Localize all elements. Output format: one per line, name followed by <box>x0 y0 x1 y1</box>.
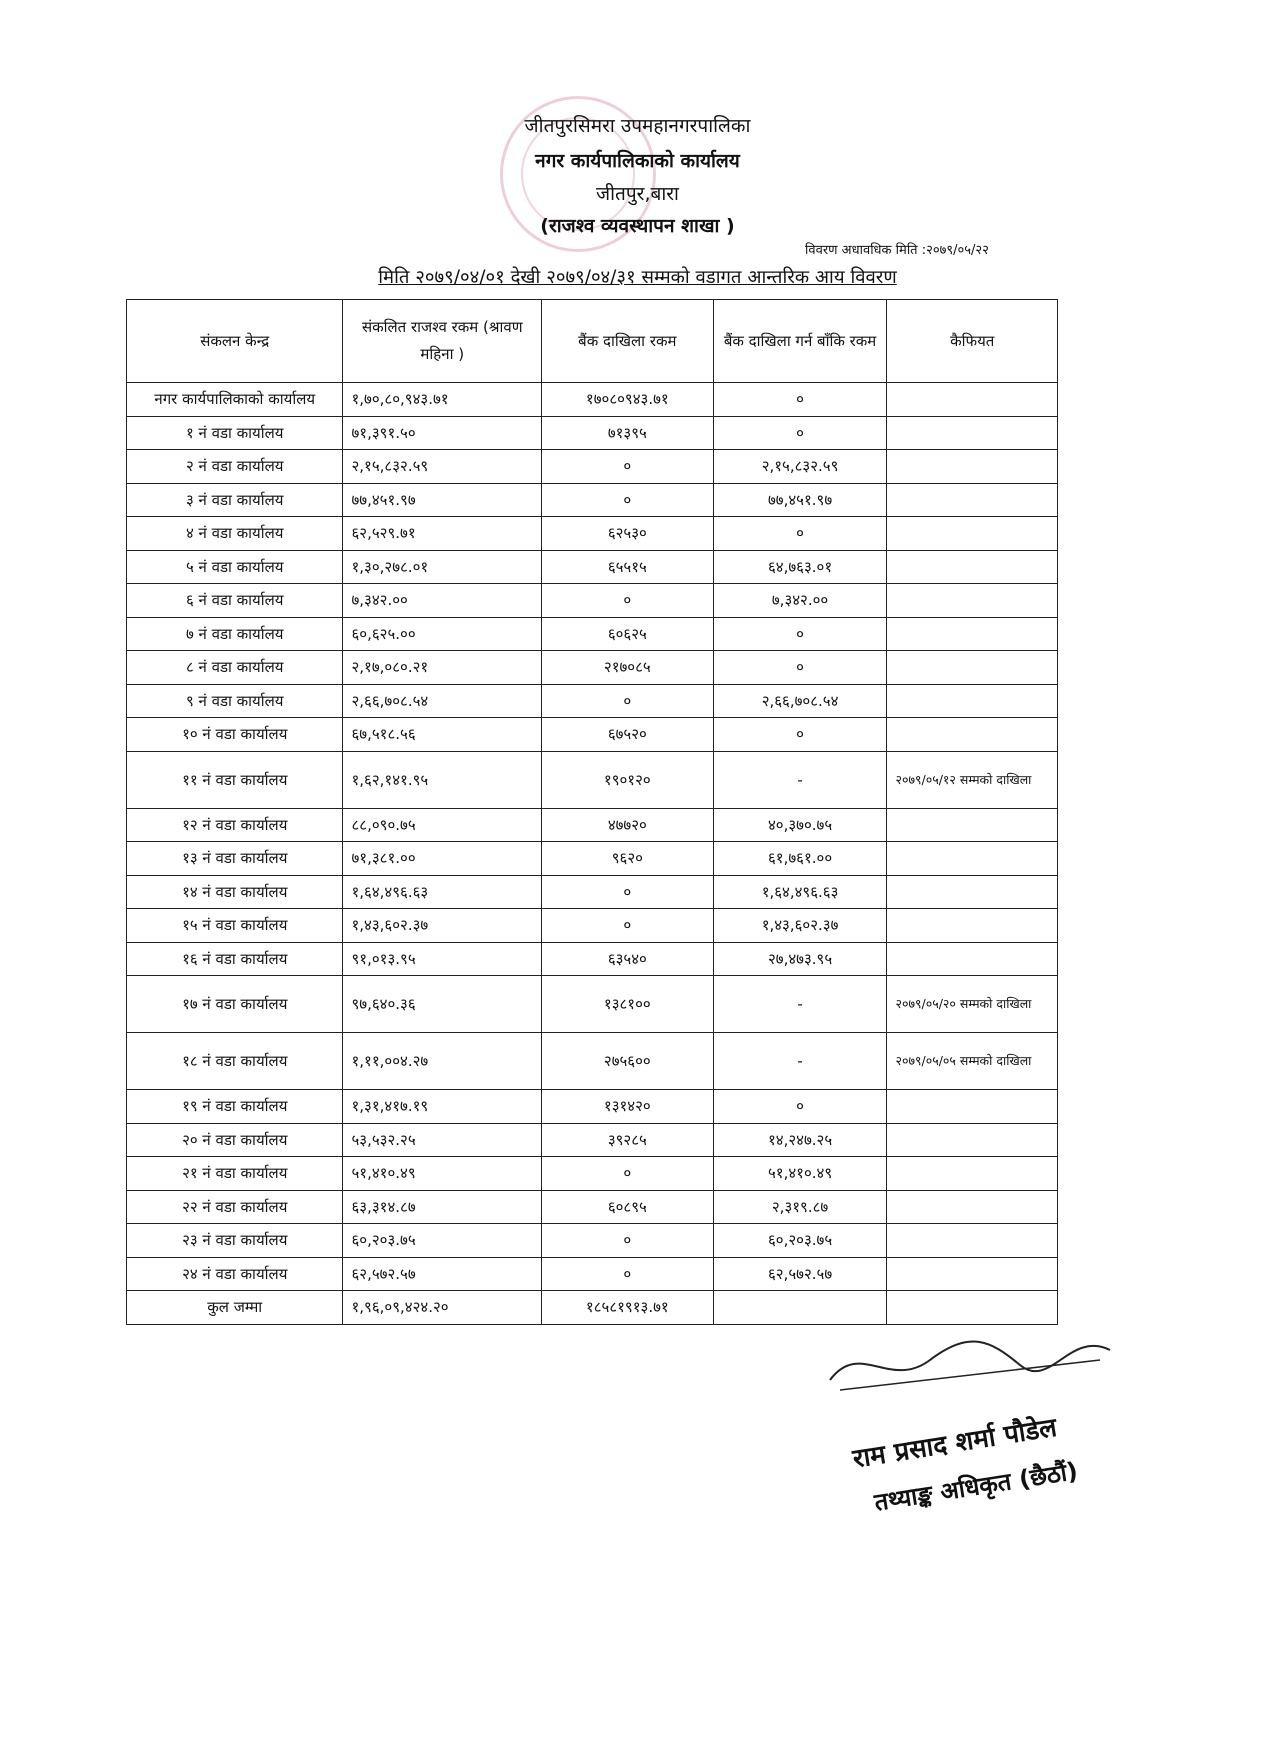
row-collected: ६०,६२५.०० <box>343 617 542 651</box>
row-collected: ९१,०१३.९५ <box>343 942 542 976</box>
row-deposited: ० <box>542 875 714 909</box>
revenue-table <box>126 299 1058 1325</box>
row-remarks <box>887 1224 1058 1258</box>
row-collected: ७१,३९१.५० <box>343 416 542 450</box>
row-deposited: ० <box>542 1257 714 1291</box>
row-center: ४ नं वडा कार्यालय <box>127 517 343 551</box>
row-deposited: ६२५३० <box>542 517 714 551</box>
table-header-row <box>127 300 1058 383</box>
row-center: नगर कार्यपालिकाको कार्यालय <box>127 383 343 417</box>
signatory-name: राम प्रसाद शर्मा पौडेल <box>850 1412 1059 1475</box>
row-remarks: २०७९/०५/०५ सम्मको दाखिला <box>887 1033 1058 1090</box>
table-row <box>127 1123 1058 1157</box>
row-deposited: ० <box>542 584 714 618</box>
row-remarks <box>887 942 1058 976</box>
table-row <box>127 1190 1058 1224</box>
row-remaining: ६१,७६१.०० <box>713 842 887 876</box>
row-remaining: ० <box>713 718 887 752</box>
report-title: मिति २०७९/०४/०१ देखी २०७९/०४/३१ सम्मको वडागत आन्तरिक आय विवरण <box>378 267 897 288</box>
row-remarks <box>887 684 1058 718</box>
report-title-wrap <box>0 264 1275 289</box>
row-collected: ६२,५७२.५७ <box>343 1257 542 1291</box>
row-deposited: ६०८९५ <box>542 1190 714 1224</box>
table-row <box>127 1090 1058 1124</box>
row-remarks <box>887 617 1058 651</box>
row-collected: ९७,६४०.३६ <box>343 976 542 1033</box>
table-row <box>127 684 1058 718</box>
row-remarks <box>887 1190 1058 1224</box>
row-center: ३ नं वडा कार्यालय <box>127 483 343 517</box>
row-deposited: ० <box>542 483 714 517</box>
header-remarks: कैफियत <box>887 300 1058 383</box>
section-name: (राजश्व व्यवस्थापन शाखा ) <box>540 215 735 237</box>
table-row <box>127 808 1058 842</box>
table-row <box>127 416 1058 450</box>
row-collected: १,३१,४१७.१९ <box>343 1090 542 1124</box>
row-deposited: १३१४२० <box>542 1090 714 1124</box>
table-row <box>127 483 1058 517</box>
row-collected: ७७,४५१.९७ <box>343 483 542 517</box>
row-center: ११ नं वडा कार्यालय <box>127 751 343 808</box>
row-center: २ नं वडा कार्यालय <box>127 450 343 484</box>
table-row <box>127 617 1058 651</box>
row-deposited: ६०६२५ <box>542 617 714 651</box>
row-remaining: १,६४,४९६.६३ <box>713 875 887 909</box>
row-collected: २,१५,८३२.५९ <box>343 450 542 484</box>
row-center: २४ नं वडा कार्यालय <box>127 1257 343 1291</box>
row-remaining: २,६६,७०८.५४ <box>713 684 887 718</box>
row-collected: १,७०,८०,९४३.७१ <box>343 383 542 417</box>
row-center: ७ नं वडा कार्यालय <box>127 617 343 651</box>
header-center: संकलन केन्द्र <box>127 300 343 383</box>
table-row <box>127 751 1058 808</box>
row-center: १० नं वडा कार्यालय <box>127 718 343 752</box>
row-deposited: ० <box>542 1224 714 1258</box>
row-remarks <box>887 875 1058 909</box>
row-deposited: ३९२८५ <box>542 1123 714 1157</box>
row-remaining: ० <box>713 517 887 551</box>
row-remarks <box>887 909 1058 943</box>
table-row <box>127 1033 1058 1090</box>
row-remarks <box>887 1123 1058 1157</box>
row-remaining: - <box>713 1033 887 1090</box>
municipality-name: जीतपुरसिमरा उपमहानगरपालिका <box>524 115 751 137</box>
row-center: १४ नं वडा कार्यालय <box>127 875 343 909</box>
row-collected: १,११,००४.२७ <box>343 1033 542 1090</box>
row-center: १ नं वडा कार्यालय <box>127 416 343 450</box>
row-collected: १,४३,६०२.३७ <box>343 909 542 943</box>
row-remaining: - <box>713 751 887 808</box>
total-deposited: १८५८१९१३.७१ <box>542 1291 714 1325</box>
row-collected: ६२,५२९.७१ <box>343 517 542 551</box>
row-remaining: ० <box>713 383 887 417</box>
row-deposited: ६५५१५ <box>542 550 714 584</box>
row-center: २० नं वडा कार्यालय <box>127 1123 343 1157</box>
row-collected: ६३,३१४.८७ <box>343 1190 542 1224</box>
row-collected: १,३०,२७८.०१ <box>343 550 542 584</box>
row-remarks <box>887 651 1058 685</box>
row-remarks <box>887 808 1058 842</box>
table-row <box>127 718 1058 752</box>
row-remarks <box>887 584 1058 618</box>
row-center: १८ नं वडा कार्यालय <box>127 1033 343 1090</box>
row-remarks <box>887 383 1058 417</box>
office-name: नगर कार्यपालिकाको कार्यालय <box>535 150 740 172</box>
row-deposited: ९६२० <box>542 842 714 876</box>
row-remarks <box>887 483 1058 517</box>
row-remaining: ० <box>713 651 887 685</box>
row-center: ८ नं वडा कार्यालय <box>127 651 343 685</box>
row-remaining: ६४,७६३.०१ <box>713 550 887 584</box>
row-deposited: ४७७२० <box>542 808 714 842</box>
row-center: ५ नं वडा कार्यालय <box>127 550 343 584</box>
row-deposited: २७५६०० <box>542 1033 714 1090</box>
office-location: जीतपुर,बारा <box>596 183 679 205</box>
header-deposited: बैंक दाखिला रकम <box>542 300 714 383</box>
row-remaining: ६०,२०३.७५ <box>713 1224 887 1258</box>
row-remaining: १४,२४७.२५ <box>713 1123 887 1157</box>
row-remarks <box>887 842 1058 876</box>
row-remaining: - <box>713 976 887 1033</box>
table-row <box>127 942 1058 976</box>
table-row <box>127 517 1058 551</box>
row-center: २२ नं वडा कार्यालय <box>127 1190 343 1224</box>
row-deposited: २१७०८५ <box>542 651 714 685</box>
table-row <box>127 1257 1058 1291</box>
row-remaining: ७७,४५१.९७ <box>713 483 887 517</box>
table-row <box>127 651 1058 685</box>
row-center: २३ नं वडा कार्यालय <box>127 1224 343 1258</box>
row-deposited: ६७५२० <box>542 718 714 752</box>
table-row <box>127 976 1058 1033</box>
row-remarks <box>887 1157 1058 1191</box>
row-collected: १,६२,१४१.९५ <box>343 751 542 808</box>
header-remaining: बैंक दाखिला गर्न बाँकि रकम <box>713 300 887 383</box>
table-row <box>127 584 1058 618</box>
row-remaining: २७,४७३.९५ <box>713 942 887 976</box>
row-center: १३ नं वडा कार्यालय <box>127 842 343 876</box>
row-remaining: ४०,३७०.७५ <box>713 808 887 842</box>
total-collected: १,९६,०९,४२४.२० <box>343 1291 542 1325</box>
row-deposited: १३८१०० <box>542 976 714 1033</box>
row-remaining: ६२,५७२.५७ <box>713 1257 887 1291</box>
row-deposited: ० <box>542 450 714 484</box>
table-row <box>127 1157 1058 1191</box>
total-row <box>127 1291 1058 1325</box>
table-row <box>127 842 1058 876</box>
row-remarks <box>887 718 1058 752</box>
row-collected: २,६६,७०८.५४ <box>343 684 542 718</box>
row-remarks <box>887 1257 1058 1291</box>
row-collected: १,६४,४९६.६३ <box>343 875 542 909</box>
row-deposited: ६३५४० <box>542 942 714 976</box>
signatory-designation: तथ्याङ्क अधिकृत (छैठौं) <box>872 1456 1080 1517</box>
table-row <box>127 383 1058 417</box>
row-remarks <box>887 550 1058 584</box>
row-center: ९ नं वडा कार्यालय <box>127 684 343 718</box>
row-collected: ५१,४१०.४९ <box>343 1157 542 1191</box>
table-row <box>127 450 1058 484</box>
table-row <box>127 550 1058 584</box>
row-center: ६ नं वडा कार्यालय <box>127 584 343 618</box>
row-deposited: १९०१२० <box>542 751 714 808</box>
row-remarks <box>887 517 1058 551</box>
row-remaining: ० <box>713 416 887 450</box>
header-collected: संकलित राजश्व रकम (श्रावण महिना ) <box>343 300 542 383</box>
row-collected: ६०,२०३.७५ <box>343 1224 542 1258</box>
table-row <box>127 909 1058 943</box>
row-collected: ७,३४२.०० <box>343 584 542 618</box>
row-center: १५ नं वडा कार्यालय <box>127 909 343 943</box>
row-center: १९ नं वडा कार्यालय <box>127 1090 343 1124</box>
row-deposited: ७१३९५ <box>542 416 714 450</box>
total-label: कुल जम्मा <box>127 1291 343 1325</box>
row-remaining: ० <box>713 617 887 651</box>
row-collected: २,१७,०८०.२१ <box>343 651 542 685</box>
row-remaining: १,४३,६०२.३७ <box>713 909 887 943</box>
row-center: १७ नं वडा कार्यालय <box>127 976 343 1033</box>
row-remarks <box>887 416 1058 450</box>
row-remarks: २०७९/०५/१२ सम्मको दाखिला <box>887 751 1058 808</box>
row-collected: ८८,०९०.७५ <box>343 808 542 842</box>
row-center: १६ नं वडा कार्यालय <box>127 942 343 976</box>
row-deposited: ० <box>542 909 714 943</box>
row-deposited: ० <box>542 1157 714 1191</box>
row-collected: ६७,५१८.५६ <box>343 718 542 752</box>
table-row <box>127 875 1058 909</box>
row-remarks <box>887 450 1058 484</box>
row-center: १२ नं वडा कार्यालय <box>127 808 343 842</box>
row-remaining: ० <box>713 1090 887 1124</box>
row-remaining: २,३१९.८७ <box>713 1190 887 1224</box>
row-center: २१ नं वडा कार्यालय <box>127 1157 343 1191</box>
row-remarks: २०७९/०५/२० सम्मको दाखिला <box>887 976 1058 1033</box>
row-remaining: २,१५,८३२.५९ <box>713 450 887 484</box>
total-remarks <box>887 1291 1058 1325</box>
row-deposited: ० <box>542 684 714 718</box>
total-remaining <box>713 1291 887 1325</box>
row-remaining: ७,३४२.०० <box>713 584 887 618</box>
handwritten-signature <box>820 1320 1120 1400</box>
updated-date: विवरण अधावधिक मिति :२०७९/०५/२२ <box>805 243 989 258</box>
row-remarks <box>887 1090 1058 1124</box>
row-deposited: १७०८०९४३.७१ <box>542 383 714 417</box>
row-remaining: ५१,४१०.४९ <box>713 1157 887 1191</box>
row-collected: ७१,३८१.०० <box>343 842 542 876</box>
table-row <box>127 1224 1058 1258</box>
row-collected: ५३,५३२.२५ <box>343 1123 542 1157</box>
